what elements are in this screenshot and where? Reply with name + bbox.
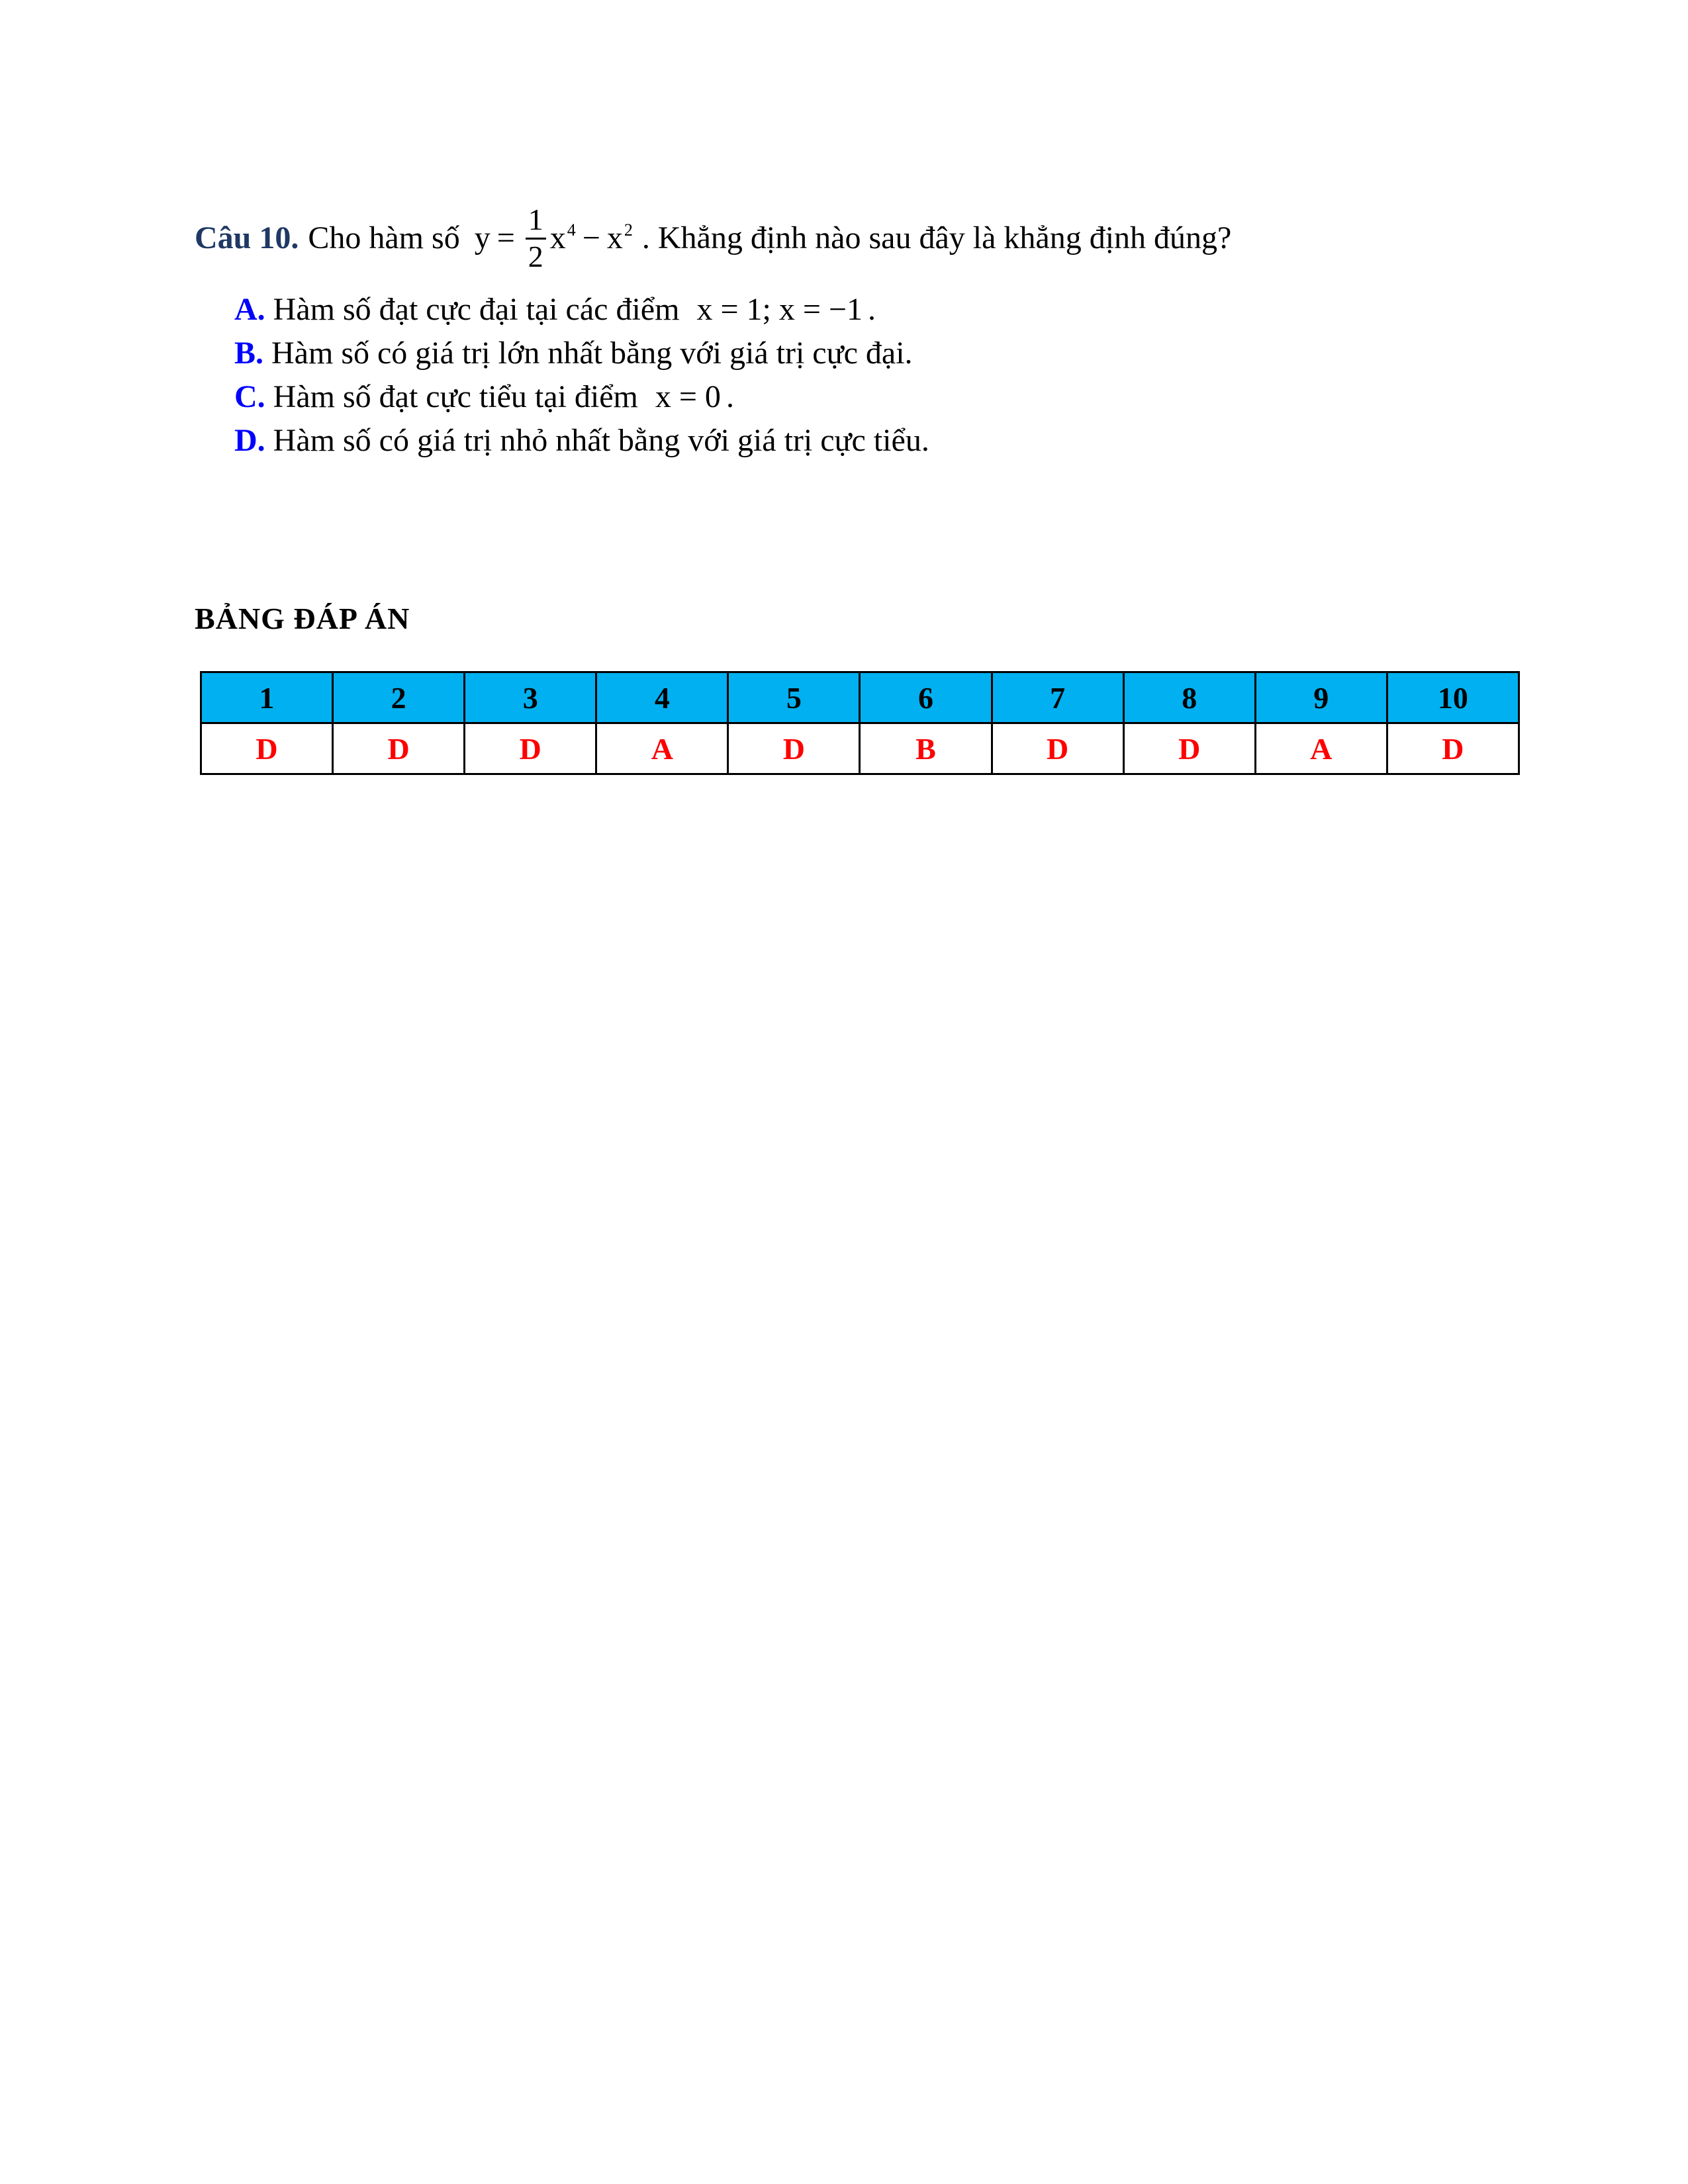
answer-cell: D	[465, 723, 596, 774]
option-letter: C.	[234, 379, 265, 415]
answer-cell: D	[333, 723, 465, 774]
option-b[interactable]	[234, 332, 1519, 375]
formula-lhs: y	[474, 220, 491, 256]
question-number-cell: 8	[1123, 672, 1255, 723]
question-stem	[195, 195, 1519, 281]
question-number-cell: 9	[1255, 672, 1387, 723]
answer-cell: D	[1387, 723, 1519, 774]
answer-cell: D	[201, 723, 333, 774]
answer-cell: B	[860, 723, 992, 774]
answer-table-title: BẢNG ĐÁP ÁN	[195, 602, 410, 635]
question-label: Câu 10.	[195, 220, 299, 256]
option-d[interactable]	[234, 419, 1519, 463]
options-list	[234, 288, 1519, 463]
option-text: Hàm số đạt cực đại tại các điểm	[273, 292, 680, 328]
option-suffix: .	[867, 292, 876, 328]
option-text: Hàm số có giá trị lớn nhất bằng với giá trị cực đại.	[271, 336, 913, 371]
option-suffix: .	[726, 379, 734, 415]
question-number-cell: 4	[596, 672, 728, 723]
option-letter: B.	[234, 336, 264, 371]
question-tail: . Khẳng định nào sau đây là khẳng định đúng?	[641, 220, 1232, 256]
term2-exponent: 2	[624, 220, 633, 240]
option-text: Hàm số có giá trị nhỏ nhất bằng với giá trị cực tiểu.	[273, 423, 929, 459]
term2-base: x	[606, 220, 623, 256]
term1-base: x	[549, 220, 566, 256]
question-number-cell: 1	[201, 672, 333, 723]
question-number-cell: 6	[860, 672, 992, 723]
option-math: x = 0	[655, 379, 721, 415]
option-a[interactable]	[234, 288, 1519, 332]
option-text: Hàm số đạt cực tiểu tại điểm	[273, 379, 638, 415]
option-letter: A.	[234, 292, 265, 328]
answer-table-header-row	[201, 672, 1519, 723]
answer-table	[200, 671, 1520, 775]
answer-cell: D	[728, 723, 860, 774]
fraction-denominator: 2	[528, 239, 543, 273]
question-block	[195, 195, 1519, 463]
question-number-cell: 10	[1387, 672, 1519, 723]
function-formula	[475, 204, 633, 273]
question-number-cell: 3	[465, 672, 596, 723]
answer-cell: A	[596, 723, 728, 774]
question-number-cell: 2	[333, 672, 465, 723]
option-math: x = 1; x = −1	[696, 292, 863, 328]
formula-equals: =	[496, 220, 515, 256]
fraction-numerator: 1	[526, 204, 546, 239]
term1-exponent: 4	[567, 220, 576, 240]
question-number-cell: 5	[728, 672, 860, 723]
answer-cell: D	[1123, 723, 1255, 774]
formula-fraction	[526, 204, 546, 273]
option-c[interactable]	[234, 375, 1519, 419]
formula-minus: −	[582, 220, 600, 256]
option-letter: D.	[234, 423, 265, 459]
question-intro: Cho hàm số	[308, 220, 460, 256]
question-number-cell: 7	[992, 672, 1123, 723]
answer-cell: D	[992, 723, 1123, 774]
answer-cell: A	[1255, 723, 1387, 774]
answer-table-values-row	[201, 723, 1519, 774]
